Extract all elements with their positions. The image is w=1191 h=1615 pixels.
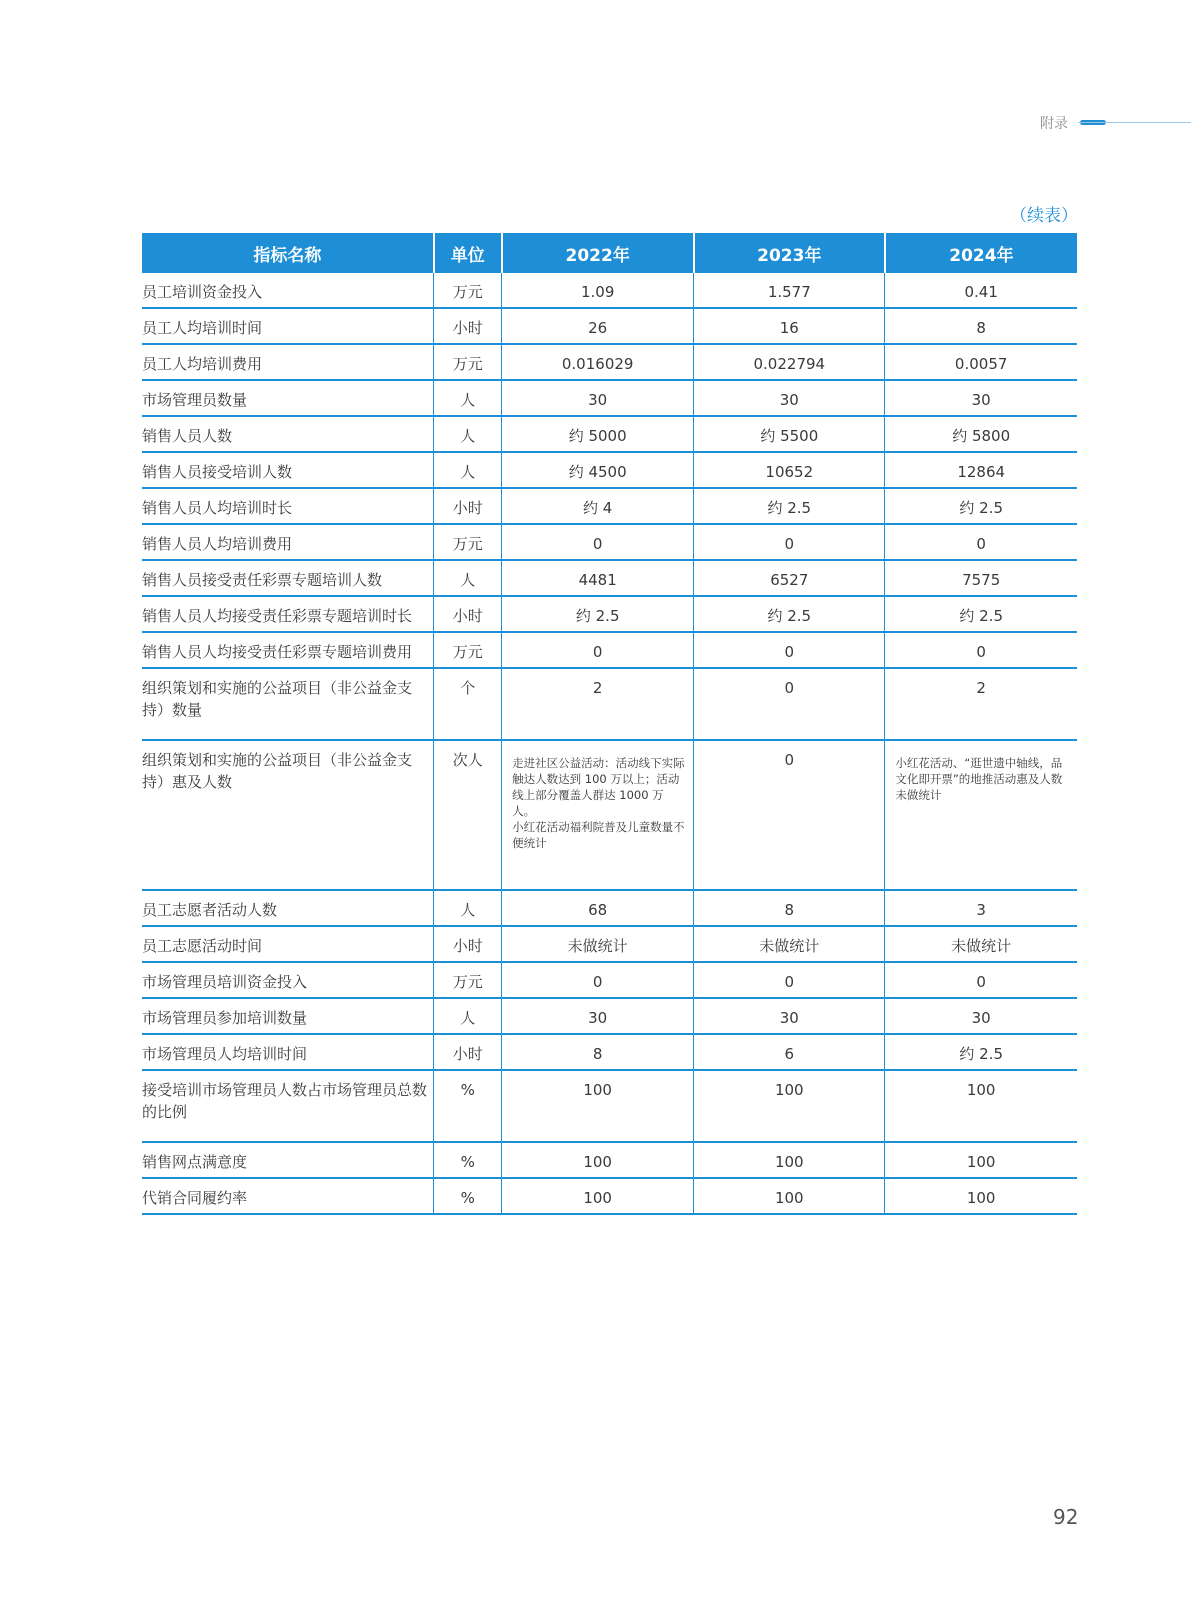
value-cell: 4481	[502, 560, 694, 596]
indicator-name-cell: 销售人员人均培训费用	[142, 524, 434, 560]
value-cell: 6	[694, 1034, 885, 1070]
value-cell: 约 2.5	[694, 596, 885, 632]
table-row	[142, 273, 1077, 308]
unit-cell: 人	[434, 452, 502, 488]
unit-cell: 人	[434, 416, 502, 452]
table-row	[142, 1070, 1077, 1142]
value-cell: 0	[694, 524, 885, 560]
value-cell: 0	[502, 632, 694, 668]
indicator-name-cell: 接受培训市场管理员人数占市场管理员总数的比例	[142, 1070, 434, 1142]
table-row	[142, 1034, 1077, 1070]
value-cell: 约 4500	[502, 452, 694, 488]
table-row	[142, 998, 1077, 1034]
indicator-name-cell: 员工人均培训费用	[142, 344, 434, 380]
indicator-name-cell: 员工志愿活动时间	[142, 926, 434, 962]
indicator-name-cell: 市场管理员参加培训数量	[142, 998, 434, 1034]
indicator-name-cell: 销售人员人均接受责任彩票专题培训费用	[142, 632, 434, 668]
unit-cell: 小时	[434, 926, 502, 962]
value-cell: 10652	[694, 452, 885, 488]
indicator-name-cell: 组织策划和实施的公益项目（非公益金支持）惠及人数	[142, 740, 434, 890]
value-cell: 1.577	[694, 273, 885, 308]
value-cell: 0.022794	[694, 344, 885, 380]
value-cell	[885, 740, 1077, 890]
column-header: 2023年	[694, 233, 885, 273]
value-cell: 约 5500	[694, 416, 885, 452]
value-cell: 约 2.5	[885, 596, 1077, 632]
value-cell: 68	[502, 890, 694, 926]
header-line-decoration	[1078, 122, 1191, 123]
value-cell: 未做统计	[694, 926, 885, 962]
value-cell: 0.0057	[885, 344, 1077, 380]
value-cell: 16	[694, 308, 885, 344]
value-cell: 约 5800	[885, 416, 1077, 452]
value-cell: 30	[694, 998, 885, 1034]
table-header-row	[142, 233, 1077, 273]
unit-cell: %	[434, 1142, 502, 1178]
value-cell: 未做统计	[502, 926, 694, 962]
header-section-label: 附录	[1040, 116, 1068, 132]
value-cell: 30	[694, 380, 885, 416]
value-cell: 6527	[694, 560, 885, 596]
unit-cell: 万元	[434, 632, 502, 668]
value-cell: 100	[694, 1070, 885, 1142]
value-cell: 约 5000	[502, 416, 694, 452]
table-row	[142, 596, 1077, 632]
unit-cell: 万元	[434, 344, 502, 380]
value-cell: 0.41	[885, 273, 1077, 308]
unit-cell: 小时	[434, 308, 502, 344]
table-row	[142, 668, 1077, 740]
value-cell: 100	[694, 1178, 885, 1214]
value-cell: 2	[885, 668, 1077, 740]
value-cell: 0	[694, 740, 885, 890]
unit-cell: 小时	[434, 596, 502, 632]
table-row	[142, 962, 1077, 998]
table-row	[142, 1142, 1077, 1178]
indicator-name-cell: 销售人员接受培训人数	[142, 452, 434, 488]
unit-cell: 人	[434, 380, 502, 416]
table-row	[142, 452, 1077, 488]
value-cell: 0	[885, 524, 1077, 560]
unit-cell: 小时	[434, 1034, 502, 1070]
value-cell: 30	[502, 998, 694, 1034]
column-header: 指标名称	[142, 233, 434, 273]
indicator-name-cell: 市场管理员人均培训时间	[142, 1034, 434, 1070]
indicator-name-cell: 销售人员人均培训时长	[142, 488, 434, 524]
value-cell: 1.09	[502, 273, 694, 308]
value-cell: 0	[502, 962, 694, 998]
unit-cell: 万元	[434, 524, 502, 560]
indicator-name-cell: 市场管理员数量	[142, 380, 434, 416]
value-cell: 0	[885, 962, 1077, 998]
unit-cell: 人	[434, 890, 502, 926]
note-text: 走进社区公益活动：活动线下实际触达人数达到 100 万以上；活动线上部分覆盖人群达 1000 万人。	[512, 756, 685, 818]
value-cell: 0	[502, 524, 694, 560]
table-row	[142, 632, 1077, 668]
unit-cell: 万元	[434, 273, 502, 308]
table-row	[142, 890, 1077, 926]
indicator-name-cell: 代销合同履约率	[142, 1178, 434, 1214]
value-cell: 100	[502, 1178, 694, 1214]
table-row	[142, 926, 1077, 962]
value-cell: 100	[885, 1142, 1077, 1178]
column-header: 单位	[434, 233, 502, 273]
value-cell: 26	[502, 308, 694, 344]
value-cell: 0.016029	[502, 344, 694, 380]
table-row	[142, 560, 1077, 596]
value-cell: 2	[502, 668, 694, 740]
value-cell: 0	[885, 632, 1077, 668]
indicator-name-cell: 员工培训资金投入	[142, 273, 434, 308]
table-row	[142, 416, 1077, 452]
value-cell: 约 4	[502, 488, 694, 524]
value-cell: 30	[885, 380, 1077, 416]
value-cell: 30	[885, 998, 1077, 1034]
value-cell: 8	[694, 890, 885, 926]
value-cell: 100	[502, 1142, 694, 1178]
note-text: 小红花活动、“逛世遗中轴线，品文化即开票”的地推活动惠及人数未做统计	[895, 756, 1063, 802]
value-cell: 12864	[885, 452, 1077, 488]
unit-cell: 小时	[434, 488, 502, 524]
unit-cell: %	[434, 1070, 502, 1142]
value-cell: 100	[694, 1142, 885, 1178]
note-text: 小红花活动福利院普及儿童数量不便统计	[512, 820, 685, 850]
value-cell: 0	[694, 632, 885, 668]
indicator-name-cell: 销售人员人均接受责任彩票专题培训时长	[142, 596, 434, 632]
value-cell: 8	[885, 308, 1077, 344]
table-row	[142, 740, 1077, 890]
column-header: 2022年	[502, 233, 694, 273]
value-cell	[502, 740, 694, 890]
page-number: 92	[1053, 1505, 1079, 1529]
value-cell: 100	[502, 1070, 694, 1142]
column-header: 2024年	[885, 233, 1077, 273]
indicator-name-cell: 员工志愿者活动人数	[142, 890, 434, 926]
unit-cell: 人	[434, 998, 502, 1034]
table-row	[142, 308, 1077, 344]
indicator-name-cell: 销售人员人数	[142, 416, 434, 452]
indicator-name-cell: 销售人员接受责任彩票专题培训人数	[142, 560, 434, 596]
unit-cell: 个	[434, 668, 502, 740]
value-cell: 3	[885, 890, 1077, 926]
value-cell: 0	[694, 962, 885, 998]
value-cell: 8	[502, 1034, 694, 1070]
value-cell: 约 2.5	[885, 488, 1077, 524]
indicator-name-cell: 市场管理员培训资金投入	[142, 962, 434, 998]
table-row	[142, 344, 1077, 380]
unit-cell: 万元	[434, 962, 502, 998]
indicator-name-cell: 销售网点满意度	[142, 1142, 434, 1178]
value-cell: 约 2.5	[694, 488, 885, 524]
value-cell: 7575	[885, 560, 1077, 596]
table-row	[142, 380, 1077, 416]
value-cell: 100	[885, 1178, 1077, 1214]
value-cell: 0	[694, 668, 885, 740]
table-row	[142, 524, 1077, 560]
value-cell: 约 2.5	[885, 1034, 1077, 1070]
value-cell: 未做统计	[885, 926, 1077, 962]
continued-label: （续表）	[1010, 206, 1078, 226]
value-cell: 30	[502, 380, 694, 416]
unit-cell: %	[434, 1178, 502, 1214]
value-cell: 100	[885, 1070, 1077, 1142]
value-cell: 约 2.5	[502, 596, 694, 632]
indicator-table	[142, 233, 1077, 1215]
indicator-name-cell: 组织策划和实施的公益项目（非公益金支持）数量	[142, 668, 434, 740]
table-row	[142, 1178, 1077, 1214]
table-row	[142, 488, 1077, 524]
unit-cell: 次人	[434, 740, 502, 890]
indicator-name-cell: 员工人均培训时间	[142, 308, 434, 344]
unit-cell: 人	[434, 560, 502, 596]
